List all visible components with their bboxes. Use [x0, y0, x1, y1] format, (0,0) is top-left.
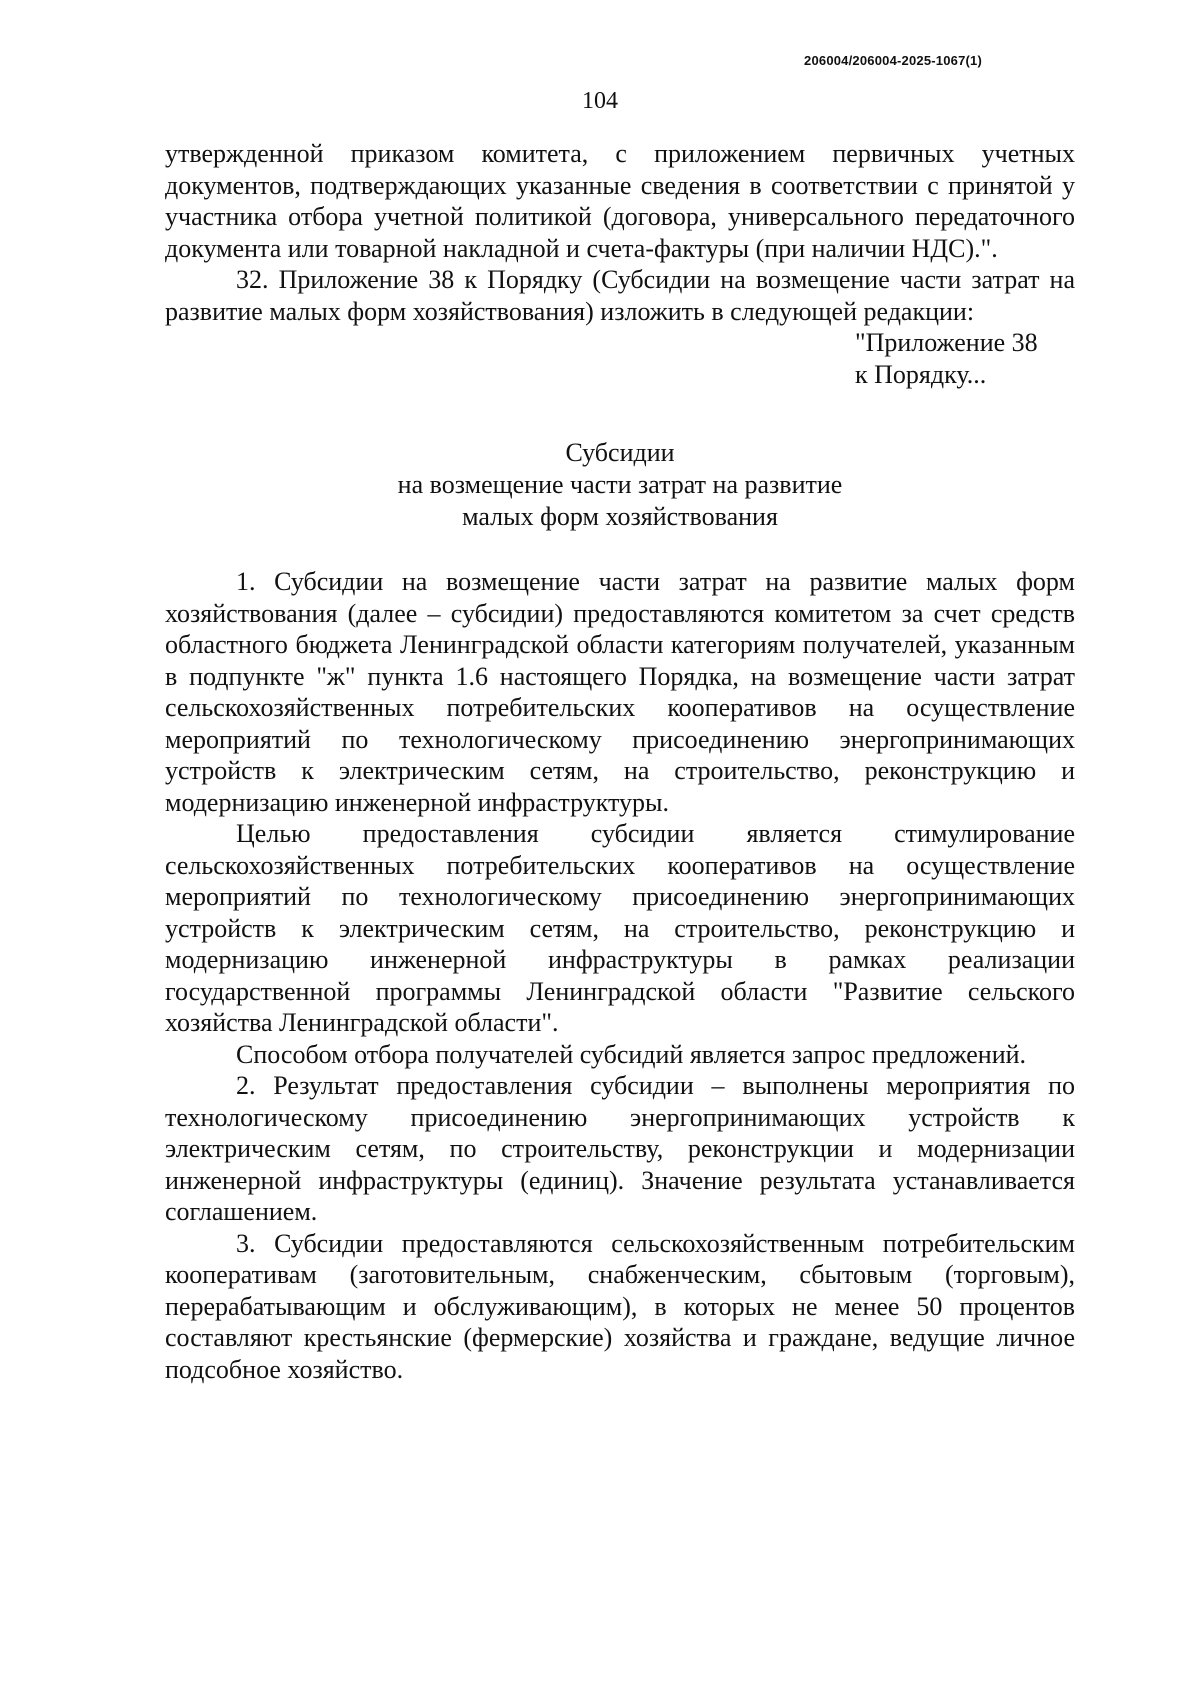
paragraph-1: 1. Субсидии на возмещение части затрат на развитие малых форм хозяйствования (далее – субсидии) предоставляются комитетом за счет средств областного бюджета Ленинградской области категориям получателей, указанным в подпункте "ж" пункта 1.6 настоящего Порядка, на возмещение части затрат сельскохозяйственных потребительских кооперативов на осуществление мероприятий по технологическому присоединению энергопринимающих устройств к электрическим сетям, на строительство, реконструкцию и модернизацию инженерной инфраструктуры.: [165, 567, 1075, 817]
appendix-reference-line-1: "Приложение 38: [855, 328, 1038, 357]
appendix-reference-line-2: к Порядку...: [855, 360, 987, 389]
paragraph-3: 3. Субсидии предоставляются сельскохозяйственным потребительским кооперативам (заготовительным, снабженческим, сбытовым (торговым), перерабатывающим и обслуживающим), в которых не менее 50 процентов составляют крестьянские (фермерские) хозяйства и граждане, ведущие личное подсобное хозяйство.: [165, 1228, 1075, 1384]
document-body: [165, 138, 1075, 1385]
section-title-line-2: на возмещение части затрат на развитие: [397, 470, 843, 499]
section-title: [165, 437, 1075, 533]
page-number: 104: [582, 88, 618, 114]
section-title-line-1: Субсидии: [565, 438, 675, 467]
paragraph-purpose: Целью предоставления субсидии является стимулирование сельскохозяйственных потребительских кооперативов на осуществление мероприятий по технологическому присоединению энергопринимающих устройств к электрическим сетям, на строительство, реконструкцию и модернизацию инженерной инфраструктуры в рамках реализации государственной программы Ленинградской области "Развитие сельского хозяйства Ленинградской области".: [165, 819, 1075, 1037]
paragraph-2: 2. Результат предоставления субсидии – выполнены мероприятия по технологическому присоединению энергопринимающих устройств к электрическим сетям, по строительству, реконструкции и модернизации инженерной инфраструктуры (единиц). Значение результата устанавливается соглашением.: [165, 1071, 1075, 1226]
intro-continuation-paragraph: утвержденной приказом комитета, с приложением первичных учетных документов, подтверждающих указанные сведения в соответствии с принятой у участника отбора учетной политикой (договора, универсального передаточного документа или товарной накладной и счета-фактуры (при наличии НДС).".: [165, 139, 1075, 263]
document-id: 206004/206004-2025-1067(1): [804, 53, 982, 68]
section-title-line-3: малых форм хозяйствования: [462, 502, 778, 531]
appendix-reference: [855, 327, 1075, 391]
item-32-paragraph: 32. Приложение 38 к Порядку (Субсидии на возмещение части затрат на развитие малых форм хозяйствования) изложить в следующей редакции:: [165, 265, 1075, 326]
paragraph-selection-method: Способом отбора получателей субсидий является запрос предложений.: [236, 1039, 1027, 1069]
